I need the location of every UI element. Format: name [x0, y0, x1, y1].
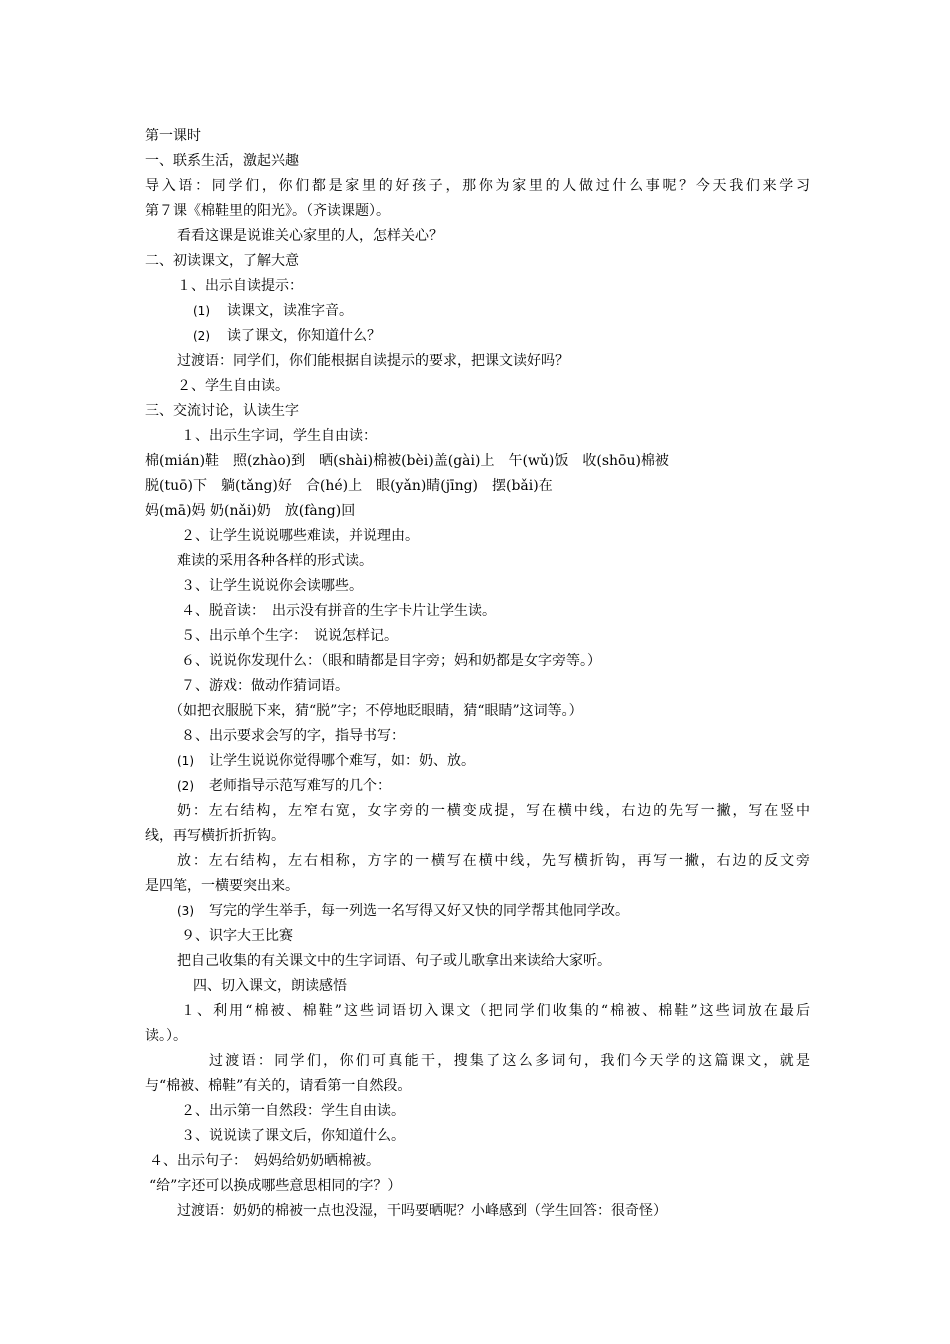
paragraph: 放：左右结构，左右相称，方字的一横写在横中线，先写横折钩，再写一撇，右边的反文旁 [177, 853, 810, 869]
sub-item-number: (1) [193, 304, 210, 318]
sub-item-text: 读课文，读准字音。 [227, 303, 353, 319]
sub-item-text: 让学生说说你觉得哪个难写，如：奶、放。 [209, 753, 475, 769]
paragraph: 是四笔，一横要突出来。 [145, 878, 299, 894]
list-item: ４、脱音读： 出示没有拼音的生字卡片让学生读。 [181, 603, 496, 619]
list-item: ５、出示单个生字： 说说怎样记。 [181, 628, 398, 644]
section-heading-3: 三、交流讨论，认读生字 [145, 403, 299, 419]
pinyin-words-line: 脱(tuō)下 躺(tǎng)好 合(hé)上 眼(yǎn)睛(jīng) 摆(bǎi)在 [145, 478, 553, 494]
paragraph: 难读的采用各种各样的形式读。 [177, 553, 373, 569]
list-item: １、出示自读提示： [177, 278, 303, 294]
list-item: １、出示生字词，学生自由读： [181, 428, 377, 444]
sub-item-number: (2) [193, 329, 210, 343]
sub-item [145, 299, 810, 324]
paragraph: 读。）。 [145, 1028, 187, 1044]
paragraph: 奶：左右结构，左窄右宽，女字旁的一横变成提，写在横中线，右边的先写一撇，写在竖中 [177, 803, 810, 819]
paragraph: 过渡语：同学们，你们可真能干，搜集了这么多词句，我们今天学的这篇课文，就是 [209, 1053, 810, 1069]
paragraph: 过渡语：奶奶的棉被一点也没湿，干吗要晒呢？小峰感到（学生回答：很奇怪） [177, 1203, 667, 1219]
sub-item-text: 读了课文，你知道什么？ [227, 328, 381, 344]
paragraph: 线，再写横折折折钩。 [145, 828, 285, 844]
section-heading-4: 四、切入课文，朗读感悟 [193, 978, 347, 994]
paragraph: 过渡语：同学们，你们能根据自读提示的要求，把课文读好吗？ [177, 353, 569, 369]
sub-item-number: (1) [177, 754, 194, 768]
list-item: １、利用“棉被、棉鞋”这些词语切入课文（把同学们收集的“棉被、棉鞋”这些词放在最后 [181, 1003, 810, 1019]
list-item: ６、说说你发现什么：（眼和睛都是目字旁；妈和奶都是女字旁等。） [181, 653, 601, 669]
list-item: ３、让学生说说你会读哪些。 [181, 578, 363, 594]
paragraph: “给”字还可以换成哪些意思相同的字？） [149, 1178, 402, 1194]
list-item: ８、出示要求会写的字，指导书写： [181, 728, 405, 744]
sub-item [145, 899, 810, 924]
list-item: ７、游戏：做动作猜词语。 [181, 678, 349, 694]
list-item: ９、识字大王比赛 [181, 928, 293, 944]
list-item: ２、学生自由读。 [177, 378, 289, 394]
list-item: ２、出示第一自然段：学生自由读。 [181, 1103, 405, 1119]
sub-item-number: (3) [177, 904, 194, 918]
paragraph: 与“棉被、棉鞋”有关的，请看第一自然段。 [145, 1078, 412, 1094]
paragraph: （如把衣服脱下来，猜“脱”字；不停地眨眼睛，猜“眼睛”这词等。） [169, 703, 583, 719]
paragraph: 把自己收集的有关课文中的生字词语、句子或儿歌拿出来读给大家听。 [177, 953, 611, 969]
paragraph: 导入语：同学们，你们都是家里的好孩子，那你为家里的人做过什么事呢？今天我们来学习 [145, 178, 810, 194]
sub-item-text: 写完的学生举手，每一列选一名写得又好又快的同学帮其他同学改。 [209, 903, 629, 919]
paragraph: 看看这课是说谁关心家里的人，怎样关心？ [177, 228, 443, 244]
sub-item [145, 749, 810, 774]
list-item: ３、说说读了课文后，你知道什么。 [181, 1128, 405, 1144]
pinyin-words-line: 棉(mián)鞋 照(zhào)到 晒(shài)棉被(bèi)盖(gài)上 午(wǔ)饭 收(shōu)棉被 [145, 453, 669, 469]
sub-item-text: 老师指导示范写难写的几个： [209, 778, 391, 794]
paragraph: 第７课《棉鞋里的阳光》。（齐读课题）。 [145, 203, 390, 219]
section-heading-1: 一、联系生活，激起兴趣 [145, 153, 299, 169]
document-body [145, 124, 810, 1224]
list-item: ４、出示句子： 妈妈给奶奶晒棉被。 [149, 1153, 380, 1169]
lesson-title: 第一课时 [145, 128, 201, 144]
sub-item [145, 774, 810, 799]
section-heading-2: 二、初读课文，了解大意 [145, 253, 299, 269]
sub-item [145, 324, 810, 349]
sub-item-number: (2) [177, 779, 194, 793]
pinyin-words-line: 妈(mā)妈 奶(nǎi)奶 放(fàng)回 [145, 503, 356, 519]
list-item: ２、让学生说说哪些难读，并说理由。 [181, 528, 419, 544]
